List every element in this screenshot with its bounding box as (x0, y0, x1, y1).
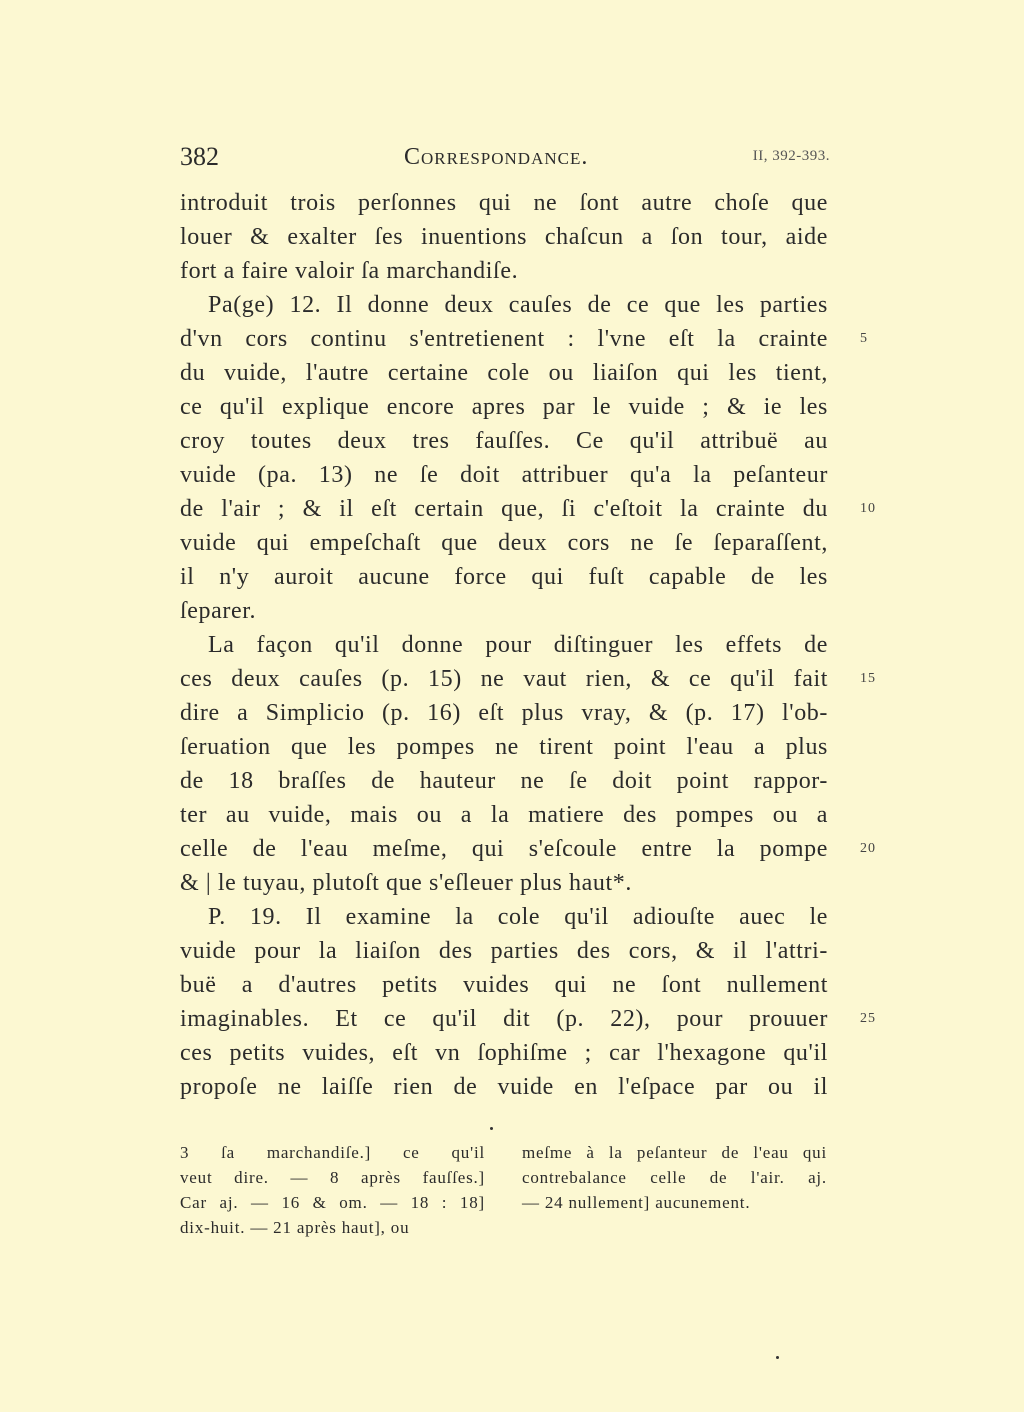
text-line-content: celle de l'eau meſme, qui s'eſcoule entre la pompe (180, 836, 828, 862)
text-line-content: propoſe ne laiſſe rien de vuide en l'eſpace par ou il (180, 1074, 828, 1100)
text-line-content: de l'air ; & il eſt certain que, ſi c'eſtoit la crainte du (180, 496, 828, 522)
text-line (180, 798, 828, 832)
text-line-content: & | le tuyau, plutoſt que s'eſleuer plus haut*. (180, 870, 632, 896)
text-line-content: il n'y auroit aucune force qui fuſt capable de les (180, 564, 828, 590)
text-line-content: dire a Simplicio (p. 16) eſt plus vray, & (p. 17) l'ob- (180, 700, 828, 726)
text-line (180, 662, 876, 696)
text-line-content: Pa(ge) 12. Il donne deux cauſes de ce que les parties (208, 292, 828, 318)
text-line-content: du vuide, l'autre certaine cole ou liaiſon qui les tient, (180, 360, 828, 386)
text-line (180, 628, 828, 662)
footnotes-right-column (522, 1140, 827, 1215)
footnote-line: dix-huit. — 21 après haut], ou (180, 1218, 410, 1237)
text-line (180, 594, 828, 628)
text-line-content: buë a d'autres petits vuides qui ne ſont nullement (180, 972, 828, 998)
text-line-content: ces deux cauſes (p. 15) ne vaut rien, & ce qu'il fait (180, 666, 828, 692)
text-line (180, 900, 828, 934)
line-number: 20 (860, 841, 876, 856)
text-line (180, 492, 876, 526)
text-line (180, 458, 828, 492)
text-line-content: vuide qui empeſchaſt que deux cors ne ſe ſeparaſſent, (180, 530, 828, 556)
text-line-content: ces petits vuides, eſt vn ſophiſme ; car l'hexagone qu'il (180, 1040, 828, 1066)
text-line (180, 288, 828, 322)
line-number: 10 (860, 501, 876, 516)
footnote-line: meſme à la peſanteur de l'eau qui (522, 1143, 827, 1162)
page-number: 382 (180, 142, 219, 171)
text-line (180, 526, 828, 560)
footnote-line: — 24 nullement] aucunement. (522, 1193, 751, 1212)
footnotes-left-column (180, 1140, 485, 1240)
text-line (180, 390, 828, 424)
text-line-content: d'vn cors continu s'entretienent : l'vne eſt la crainte (180, 326, 828, 352)
main-text (180, 186, 876, 1104)
text-line-content: La façon qu'il donne pour diſtinguer les effets de (208, 632, 828, 658)
text-line-content: vuide pour la liaiſon des parties des cors, & il l'attri- (180, 938, 828, 964)
text-line-content: ce qu'il explique encore apres par le vuide ; & ie les (180, 394, 828, 420)
text-line (180, 696, 828, 730)
page-reference: II, 392-393. (752, 148, 830, 164)
text-line (180, 730, 828, 764)
text-line (180, 1002, 876, 1036)
text-line-content: introduit trois perſonnes qui ne ſont autre choſe que (180, 190, 828, 216)
text-line (180, 866, 828, 900)
text-line (180, 968, 828, 1002)
footnote-line: veut dire. — 8 après fauſſes.] (180, 1168, 485, 1187)
text-line-content: vuide (pa. 13) ne ſe doit attribuer qu'a la peſanteur (180, 462, 828, 488)
line-number: 5 (860, 331, 868, 346)
text-line (180, 1036, 828, 1070)
ink-speck (776, 1356, 779, 1359)
text-line (180, 254, 828, 288)
text-line-content: ter au vuide, mais ou a la matiere des pompes ou a (180, 802, 828, 828)
text-line-content: croy toutes deux tres fauſſes. Ce qu'il attribuë au (180, 428, 828, 454)
footnote-line: Car aj. — 16 & om. — 18 : 18] (180, 1193, 485, 1212)
text-line (180, 560, 828, 594)
text-line-content: louer & exalter ſes inuentions chaſcun a ſon tour, aide (180, 224, 828, 250)
page-header (180, 142, 828, 178)
running-head: Correspondance. (404, 144, 589, 170)
line-number: 15 (860, 671, 876, 686)
text-line-content: de 18 braſſes de hauteur ne ſe doit point rappor- (180, 768, 828, 794)
text-line-content: ſeparer. (180, 598, 257, 624)
text-line-content: fort a faire valoir ſa marchandiſe. (180, 258, 519, 284)
text-line (180, 764, 828, 798)
ink-speck (490, 1127, 493, 1130)
text-line-content: imaginables. Et ce qu'il dit (p. 22), pour prouuer (180, 1006, 828, 1032)
text-line (180, 322, 868, 356)
text-line-content: P. 19. Il examine la cole qu'il adiouſte auec le (208, 904, 828, 930)
footnote-line: contrebalance celle de l'air. aj. (522, 1168, 827, 1187)
line-number: 25 (860, 1011, 876, 1026)
text-line (180, 832, 876, 866)
text-line (180, 186, 828, 220)
text-line (180, 424, 828, 458)
text-line (180, 356, 828, 390)
text-line (180, 1070, 828, 1104)
text-line (180, 220, 828, 254)
footnote-line: 3 ſa marchandiſe.] ce qu'il (180, 1143, 485, 1162)
text-line-content: ſeruation que les pompes ne tirent point l'eau a plus (180, 734, 828, 760)
text-line (180, 934, 828, 968)
